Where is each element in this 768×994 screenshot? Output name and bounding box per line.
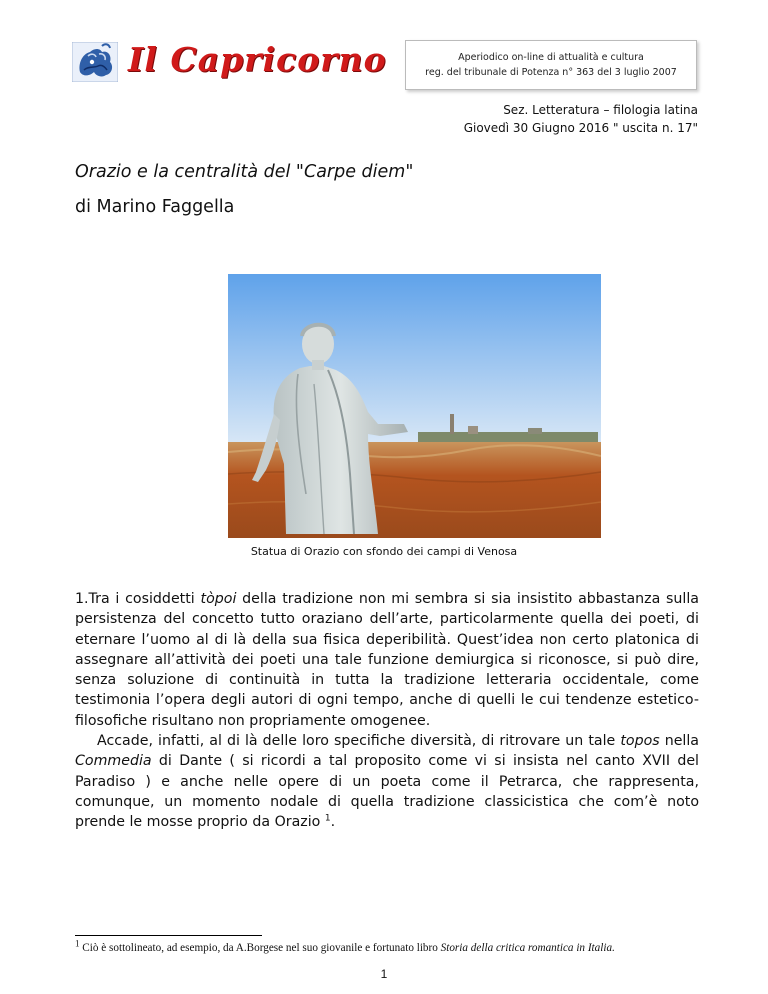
paragraph-2 <box>75 731 699 832</box>
text-run: . <box>330 814 336 831</box>
capricorn-emblem-icon <box>72 42 118 82</box>
footnote-1 <box>75 938 699 956</box>
statue-illustration <box>228 274 601 538</box>
horace-statue-photo <box>228 274 601 538</box>
text-run: 1.Tra i cosiddetti <box>75 591 201 607</box>
text-run: di Dante ( si ricordi a tal proposito come vi si insista nel canto XVII del Paradiso ) e anche nelle opere di un poeta come il Petrarca, che rappresenta, comunque, un momento nodale di quella tradizione classicistica che com’è noto prende le mosse proprio da Orazio <box>75 753 699 831</box>
footnote-divider <box>75 935 262 936</box>
paragraph-1 <box>75 589 699 731</box>
issue-date: Giovedì 30 Giugno 2016 " uscita n. 17" <box>463 121 698 135</box>
footnote-book-title: Storia della critica romantica in Italia. <box>440 942 615 954</box>
text-run: della tradizione non mi sembra si sia insistito abbastanza sulla persistenza del concetto tutto oraziano dell’arte, particolarmente quella dei poeti, di eternare l’uomo al di là della sua fisica deperibilità. Quest’idea non certo platonica di assegnare all’attività dei poeti una tale funzione demiurgica si riconosce, si può dire, senza soluzione di continuità in tutta la tradizione letteraria occidentale, come testimonia l’opera degli autori di ogni tempo, anche di quelli le cui tendenze estetico-filosofiche risultano non propriamente omogenee. <box>75 591 699 729</box>
figure-caption: Statua di Orazio con sfondo dei campi di Venosa <box>250 545 518 558</box>
footnote-marker: 1 <box>75 938 80 949</box>
registration-box <box>405 40 697 90</box>
article-body <box>75 589 699 833</box>
text-run: Accade, infatti, al di là delle loro specifiche diversità, di ritrovare un tale <box>97 733 621 750</box>
masthead-logo <box>70 40 405 90</box>
text-run: nella <box>659 733 700 750</box>
registration-line-1: Aperiodico on-line di attualità e cultura <box>458 52 644 63</box>
page-number: 1 <box>380 967 388 981</box>
logo-title: Il Capricorno <box>128 40 387 79</box>
italic-term-topoi: tòpoi <box>200 591 237 607</box>
italic-term-commedia: Commedia <box>75 753 152 770</box>
article-author: di Marino Faggella <box>75 197 235 217</box>
registration-line-2: reg. del tribunale di Potenza n° 363 del 3 luglio 2007 <box>425 67 677 78</box>
article-title: Orazio e la centralità del "Carpe diem" <box>75 162 414 182</box>
footnote-reference[interactable]: 1 <box>324 813 331 824</box>
italic-term-topos: topos <box>620 733 660 750</box>
section-label: Sez. Letteratura – filologia latina <box>503 103 698 117</box>
text-run: Ciò è sottolineato, ad esempio, da A.Borgese nel suo giovanile e fortunato libro <box>79 942 441 954</box>
